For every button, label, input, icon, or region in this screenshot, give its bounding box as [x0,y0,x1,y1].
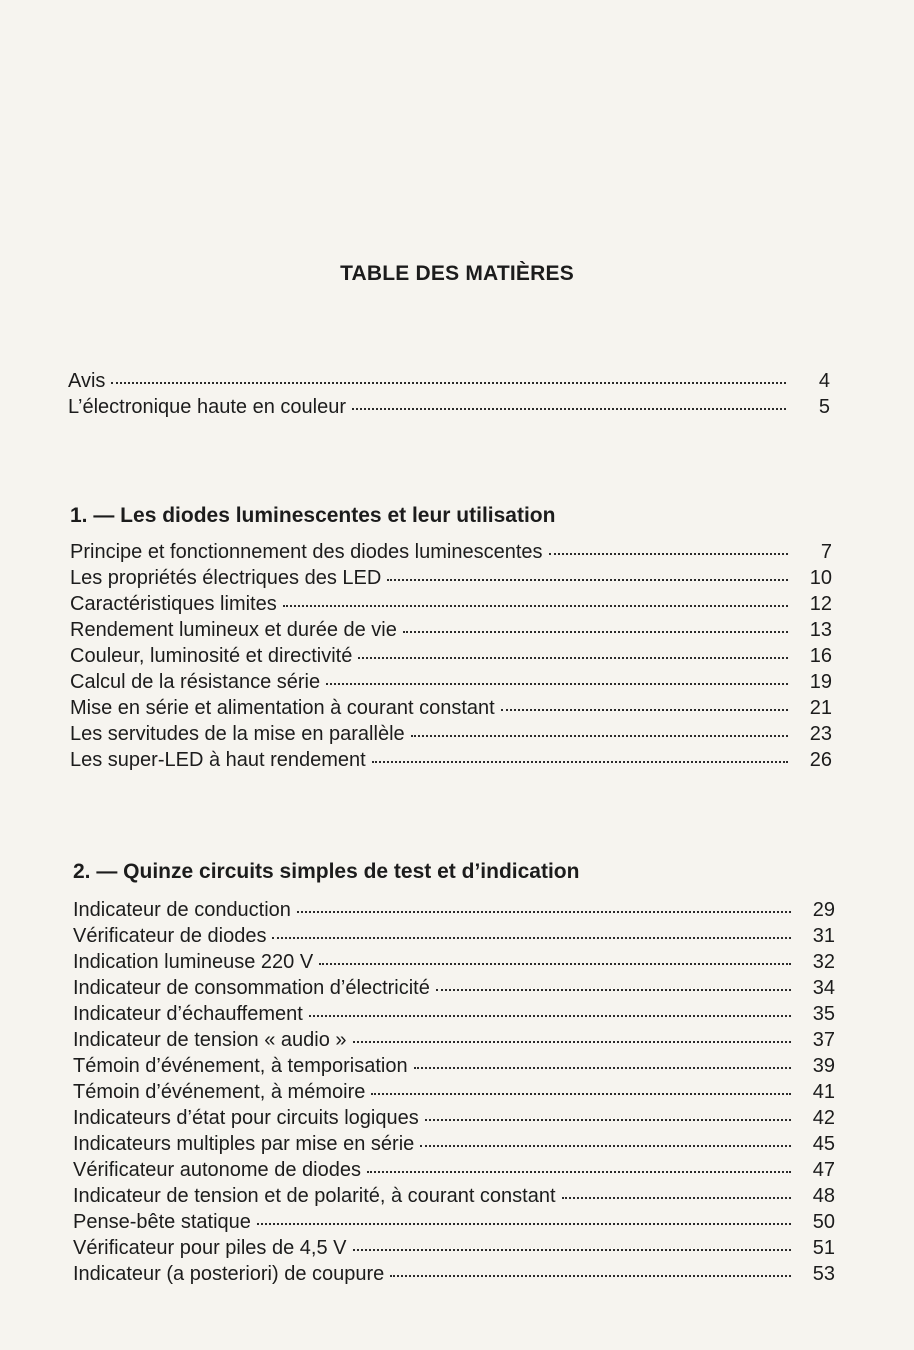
toc-entry [70,541,832,567]
toc-entry [73,1081,835,1107]
toc-entry-page-number: 34 [812,977,835,999]
toc-entry [73,1211,835,1237]
toc-entry [73,1055,835,1081]
dot-leader [309,1015,791,1017]
dot-leader [352,408,786,410]
toc-entry-page-number: 35 [812,1003,835,1025]
toc-entry [73,899,835,925]
dot-leader [319,963,791,965]
toc-entry-page-number: 51 [812,1237,835,1259]
toc-entry [73,1237,835,1263]
toc-entry-label: Avis [68,370,106,392]
toc-entry-page-number: 12 [809,593,832,615]
toc-entry [73,1029,835,1055]
toc-entry-page-number: 5 [818,396,830,418]
dot-leader [501,709,788,711]
toc-entry [68,396,830,422]
dot-leader [549,553,789,555]
toc-entry [70,645,832,671]
toc-entry [70,671,832,697]
toc-entry [73,1107,835,1133]
toc-entry-label: Calcul de la résistance série [70,671,321,693]
toc-entry-page-number: 29 [812,899,835,921]
dot-leader [257,1223,791,1225]
toc-entry-page-number: 48 [812,1185,835,1207]
toc-entry [73,1133,835,1159]
toc-entry-page-number: 10 [809,567,832,589]
toc-entry-page-number: 23 [809,723,832,745]
toc-entry [73,1159,835,1185]
dot-leader [420,1145,791,1147]
toc-entry [73,925,835,951]
toc-entry-page-number: 50 [812,1211,835,1233]
toc-entry-page-number: 32 [812,951,835,973]
toc-entry-label: Principe et fonctionnement des diodes luminescentes [70,541,543,563]
toc-entry-label: Rendement lumineux et durée de vie [70,619,397,641]
dot-leader [371,1093,791,1095]
toc-entry-label: Indication lumineuse 220 V [73,951,314,973]
dot-leader [353,1249,792,1251]
dot-leader [297,911,791,913]
dot-leader [414,1067,791,1069]
dot-leader [326,683,788,685]
page-title: TABLE DES MATIÈRES [340,262,574,285]
section-2-entries [73,899,835,1289]
toc-entry-page-number: 31 [812,925,835,947]
dot-leader [562,1197,791,1199]
dot-leader [403,631,788,633]
toc-entry [73,977,835,1003]
section-heading-1: 1. — Les diodes luminescentes et leur utilisation [70,504,556,527]
toc-entry [73,1003,835,1029]
toc-entry-label: L’électronique haute en couleur [68,396,346,418]
toc-entry-page-number: 45 [812,1133,835,1155]
dot-leader [111,382,786,384]
toc-entry-page-number: 13 [809,619,832,641]
toc-entry-page-number: 42 [812,1107,835,1129]
toc-entry-page-number: 53 [812,1263,835,1285]
front-matter-list [68,370,830,422]
dot-leader [283,605,788,607]
toc-entry-label: Indicateur d’échauffement [73,1003,303,1025]
section-heading-2: 2. — Quinze circuits simples de test et d’indication [73,860,580,883]
toc-entry [68,370,830,396]
dot-leader [353,1041,791,1043]
dot-leader [367,1171,791,1173]
toc-entry [73,1263,835,1289]
toc-entry-label: Les propriétés électriques des LED [70,567,382,589]
dot-leader [390,1275,791,1277]
toc-entry-page-number: 37 [812,1029,835,1051]
toc-entry-label: Pense-bête statique [73,1211,251,1233]
toc-entry-label: Les super-LED à haut rendement [70,749,366,771]
toc-entry-label: Vérificateur autonome de diodes [73,1159,361,1181]
toc-entry [73,1185,835,1211]
dot-leader [425,1119,791,1121]
toc-entry-label: Indicateur de conduction [73,899,291,921]
dot-leader [436,989,791,991]
toc-entry-label: Indicateur (a posteriori) de coupure [73,1263,385,1285]
toc-entry [70,749,832,775]
toc-entry-label: Caractéristiques limites [70,593,277,615]
toc-entry [70,723,832,749]
toc-entry-label: Témoin d’événement, à mémoire [73,1081,366,1103]
toc-entry-page-number: 4 [818,370,830,392]
toc-entry-label: Mise en série et alimentation à courant constant [70,697,495,719]
toc-entry-page-number: 41 [812,1081,835,1103]
toc-entry-label: Indicateur de tension « audio » [73,1029,347,1051]
section-1-entries [70,541,832,775]
toc-entry-page-number: 16 [809,645,832,667]
toc-entry-label: Les servitudes de la mise en parallèle [70,723,405,745]
toc-entry [73,951,835,977]
toc-entry-label: Vérificateur pour piles de 4,5 V [73,1237,347,1259]
dot-leader [358,657,788,659]
toc-entry-page-number: 26 [809,749,832,771]
dot-leader [387,579,788,581]
toc-entry-page-number: 21 [809,697,832,719]
toc-entry-page-number: 39 [812,1055,835,1077]
dot-leader [411,735,788,737]
toc-entry-label: Indicateurs multiples par mise en série [73,1133,415,1155]
toc-entry-page-number: 7 [820,541,832,563]
toc-entry [70,593,832,619]
toc-entry-label: Indicateur de consommation d’électricité [73,977,430,999]
toc-entry-label: Témoin d’événement, à temporisation [73,1055,408,1077]
toc-entry [70,697,832,723]
dot-leader [272,937,791,939]
toc-entry [70,619,832,645]
toc-entry-label: Indicateurs d’état pour circuits logiques [73,1107,419,1129]
dot-leader [372,761,788,763]
toc-entry-label: Couleur, luminosité et directivité [70,645,353,667]
toc-entry-page-number: 19 [809,671,832,693]
toc-entry-label: Vérificateur de diodes [73,925,267,947]
toc-entry-page-number: 47 [812,1159,835,1181]
toc-entry-label: Indicateur de tension et de polarité, à courant constant [73,1185,556,1207]
toc-entry [70,567,832,593]
